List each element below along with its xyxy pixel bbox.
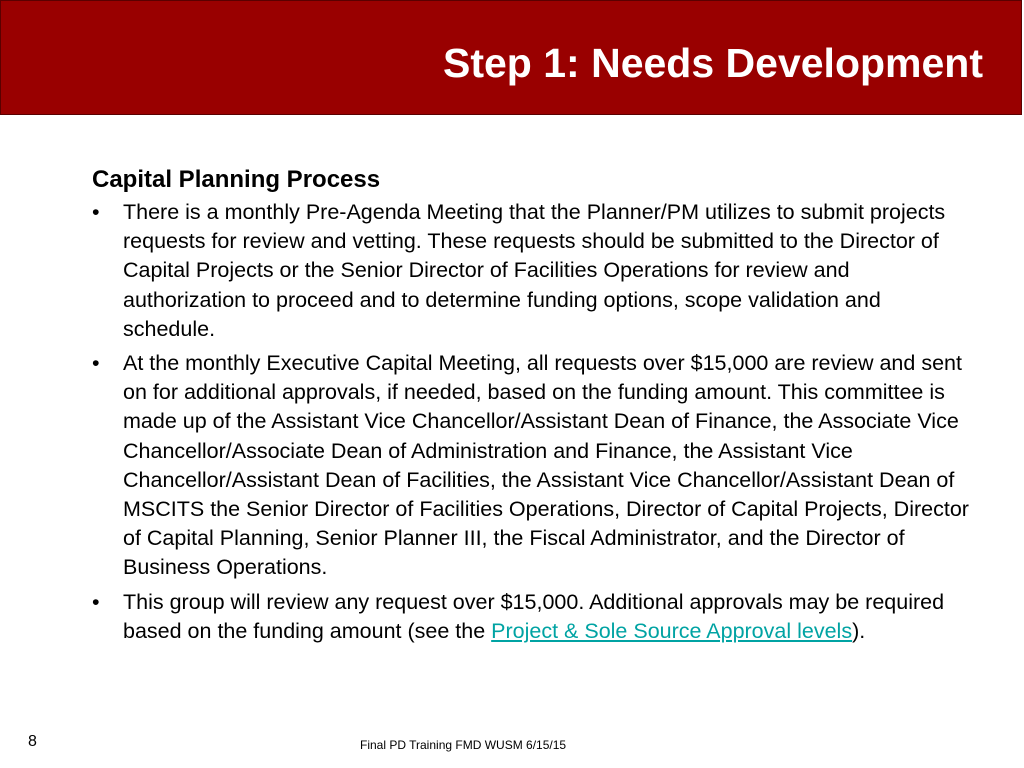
bullet-text: There is a monthly Pre-Agenda Meeting that the Planner/PM utilizes to submit projects requests for review and vetting. These requests should be submitted to the Director of Capital Projects or the Senior Director of Facilities Operations for review and authorization to proceed and to determine funding options, scope validation and schedule. [123, 200, 946, 341]
bullet-icon: • [92, 589, 100, 614]
slide-content [92, 164, 972, 651]
bullet-text-after-link: ). [852, 618, 866, 643]
footer-text: Final PD Training FMD WUSM 6/15/15 [360, 738, 567, 752]
bullet-item-group-review [92, 588, 972, 646]
bullet-item-pre-agenda [92, 198, 972, 344]
bullet-text-before-link: This group will review any request over $15,000. Additional approvals may be required based on the funding amount (see the [123, 589, 945, 643]
slide-title: Step 1: Needs Development [443, 40, 983, 86]
bullet-list [92, 198, 972, 646]
section-heading: Capital Planning Process [92, 166, 381, 193]
bullet-icon: • [92, 200, 100, 224]
header-bar [0, 0, 1022, 115]
bullet-text: At the monthly Executive Capital Meeting, all requests over $15,000 are review and sent on for additional approvals, if needed, based on the funding amount. This committee is made up of the Assistant Vice Chancellor/Assistant Dean of Finance, the Associate Vice Chancellor/Associate Dean of Administration and Finance, the Assistant Vice Chancellor/Assistant Dean of Facilities, the Assistant Vice Chancellor/Assistant Dean of MSCITS the Senior Director of Facilities Operations, Director of Capital Projects, Director of Capital Planning, Senior Planner III, the Fiscal Administrator, and the Director of Business Operations. [123, 351, 969, 580]
bullet-icon: • [92, 351, 100, 376]
page-number: 8 [28, 733, 37, 750]
bullet-item-executive-meeting [92, 349, 972, 583]
approval-levels-link[interactable]: Project & Sole Source Approval levels [491, 618, 853, 643]
